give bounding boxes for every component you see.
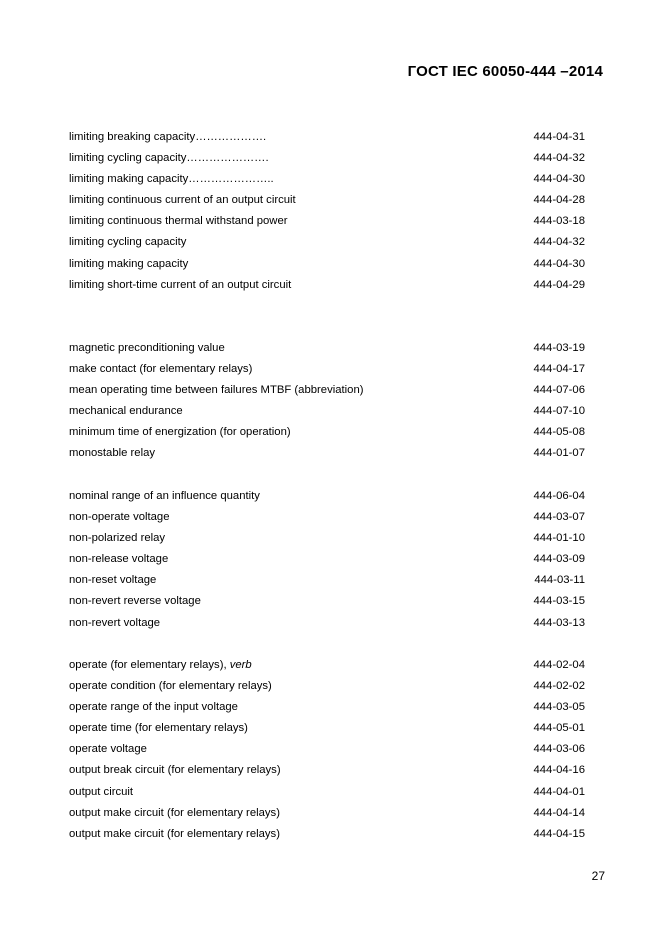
entry-code: 444-04-29: [533, 278, 585, 291]
entry-code: 444-01-07: [533, 447, 585, 460]
entry-term: non-revert reverse voltage: [69, 595, 201, 608]
index-entry: [69, 127, 585, 148]
entry-code: 444-04-16: [533, 764, 585, 777]
index-group-l: [69, 127, 585, 296]
index-group-n: [69, 486, 585, 634]
index-entry: [69, 486, 585, 507]
entry-term: limiting continuous current of an output circuit: [69, 194, 296, 207]
entry-code: 444-03-11: [534, 574, 585, 587]
entry-code: 444-04-32: [533, 236, 585, 249]
entry-term: make contact (for elementary relays): [69, 363, 253, 376]
entry-term-italic: verb: [229, 659, 252, 671]
entry-term: magnetic preconditioning value: [69, 342, 225, 354]
entry-code: 444-03-09: [533, 553, 585, 566]
entry-term: limiting making capacity…………………..: [69, 173, 274, 186]
index-entry: [69, 824, 585, 845]
index-entry: [69, 380, 585, 401]
entry-term: limiting cycling capacity: [69, 236, 187, 249]
index-entry: [69, 570, 585, 591]
entry-code: 444-02-04: [533, 659, 585, 671]
index-entry: [69, 549, 585, 570]
entry-term: non-polarized relay: [69, 532, 166, 545]
index-group-m: [69, 338, 585, 465]
index-entry: [69, 655, 585, 676]
index-entry: [69, 359, 585, 380]
entry-code: 444-04-01: [533, 785, 585, 798]
entry-code: 444-04-14: [533, 806, 585, 819]
index-entry: [69, 148, 585, 169]
entry-term: operate condition (for elementary relays): [69, 680, 272, 693]
entry-code: 444-07-10: [533, 405, 585, 418]
index-entry: [69, 254, 585, 275]
entry-code: 444-07-06: [533, 384, 585, 397]
index-entry: [69, 718, 585, 739]
entry-code: 444-03-18: [533, 215, 585, 228]
entry-code: 444-04-17: [533, 363, 585, 376]
entry-code: 444-03-05: [533, 701, 585, 714]
entry-term: [69, 655, 252, 676]
entry-term: non-reset voltage: [69, 574, 157, 587]
entry-term: output break circuit (for elementary relays): [69, 764, 281, 777]
entry-term: minimum time of energization (for operation): [69, 426, 291, 439]
index-entry: [69, 232, 585, 253]
index-entry: [69, 803, 585, 824]
entry-term: operate voltage: [69, 743, 147, 756]
entry-term: non-revert voltage: [69, 616, 161, 629]
index-entry: [69, 782, 585, 803]
entry-code: 444-06-04: [533, 490, 585, 502]
entry-term: output make circuit (for elementary relays): [69, 806, 280, 819]
entry-code: 444-03-07: [533, 511, 585, 524]
index-entry: [69, 739, 585, 760]
entry-term: nominal range of an influence quantity: [69, 490, 260, 502]
entry-code: 444-02-02: [533, 680, 585, 693]
entry-code: 444-04-28: [533, 194, 585, 207]
entry-term: non-operate voltage: [69, 511, 170, 524]
entry-code: 444-04-30: [533, 257, 585, 270]
entry-code: 444-03-19: [533, 342, 585, 354]
entry-term: output circuit: [69, 785, 134, 798]
entry-term: mechanical endurance: [69, 405, 183, 418]
entry-term: limiting short-time current of an output circuit: [69, 278, 292, 291]
entry-term: monostable relay: [69, 447, 156, 460]
entry-term: non-release voltage: [69, 553, 169, 566]
entry-term: operate range of the input voltage: [69, 701, 238, 714]
entry-code: 444-04-32: [533, 152, 585, 165]
entry-term: operate time (for elementary relays): [69, 722, 248, 735]
entry-term: limiting continuous thermal withstand power: [69, 215, 288, 228]
entry-code: 444-04-15: [533, 827, 585, 840]
entry-code: 444-05-08: [533, 426, 585, 439]
index-group-o: [69, 655, 585, 845]
index-entry: [69, 591, 585, 612]
entry-code: 444-03-15: [533, 595, 585, 608]
entry-code: 444-04-31: [533, 131, 585, 143]
index-entry: [69, 401, 585, 422]
page-number: 27: [591, 869, 605, 883]
index-entry: [69, 275, 585, 296]
index-entry: [69, 760, 585, 781]
entry-term: limiting making capacity: [69, 257, 189, 270]
entry-term: output make circuit (for elementary relays): [69, 827, 280, 840]
index-entry: [69, 697, 585, 718]
entry-code: 444-03-06: [533, 743, 585, 756]
entry-code: 444-04-30: [533, 173, 585, 186]
entry-term: limiting breaking capacity……………….: [69, 131, 267, 143]
index-entry: [69, 528, 585, 549]
index-entry: [69, 443, 585, 464]
index-entry: [69, 613, 585, 634]
index-entry: [69, 422, 585, 443]
index-entry: [69, 676, 585, 697]
entry-code: 444-03-13: [533, 616, 585, 629]
index-entry: [69, 507, 585, 528]
index-entry: [69, 338, 585, 359]
index-entry: [69, 190, 585, 211]
entry-term: limiting cycling capacity………………….: [69, 152, 269, 165]
entry-term: mean operating time between failures MTBF (abbreviation): [69, 384, 364, 397]
index-entry: [69, 211, 585, 232]
entry-code: 444-05-01: [533, 722, 585, 735]
entry-code: 444-01-10: [533, 532, 585, 545]
index-entry: [69, 169, 585, 190]
document-header: ГОСТ IEC 60050-444 –2014: [407, 63, 603, 80]
entry-term-text: operate (for elementary relays),: [69, 659, 230, 671]
